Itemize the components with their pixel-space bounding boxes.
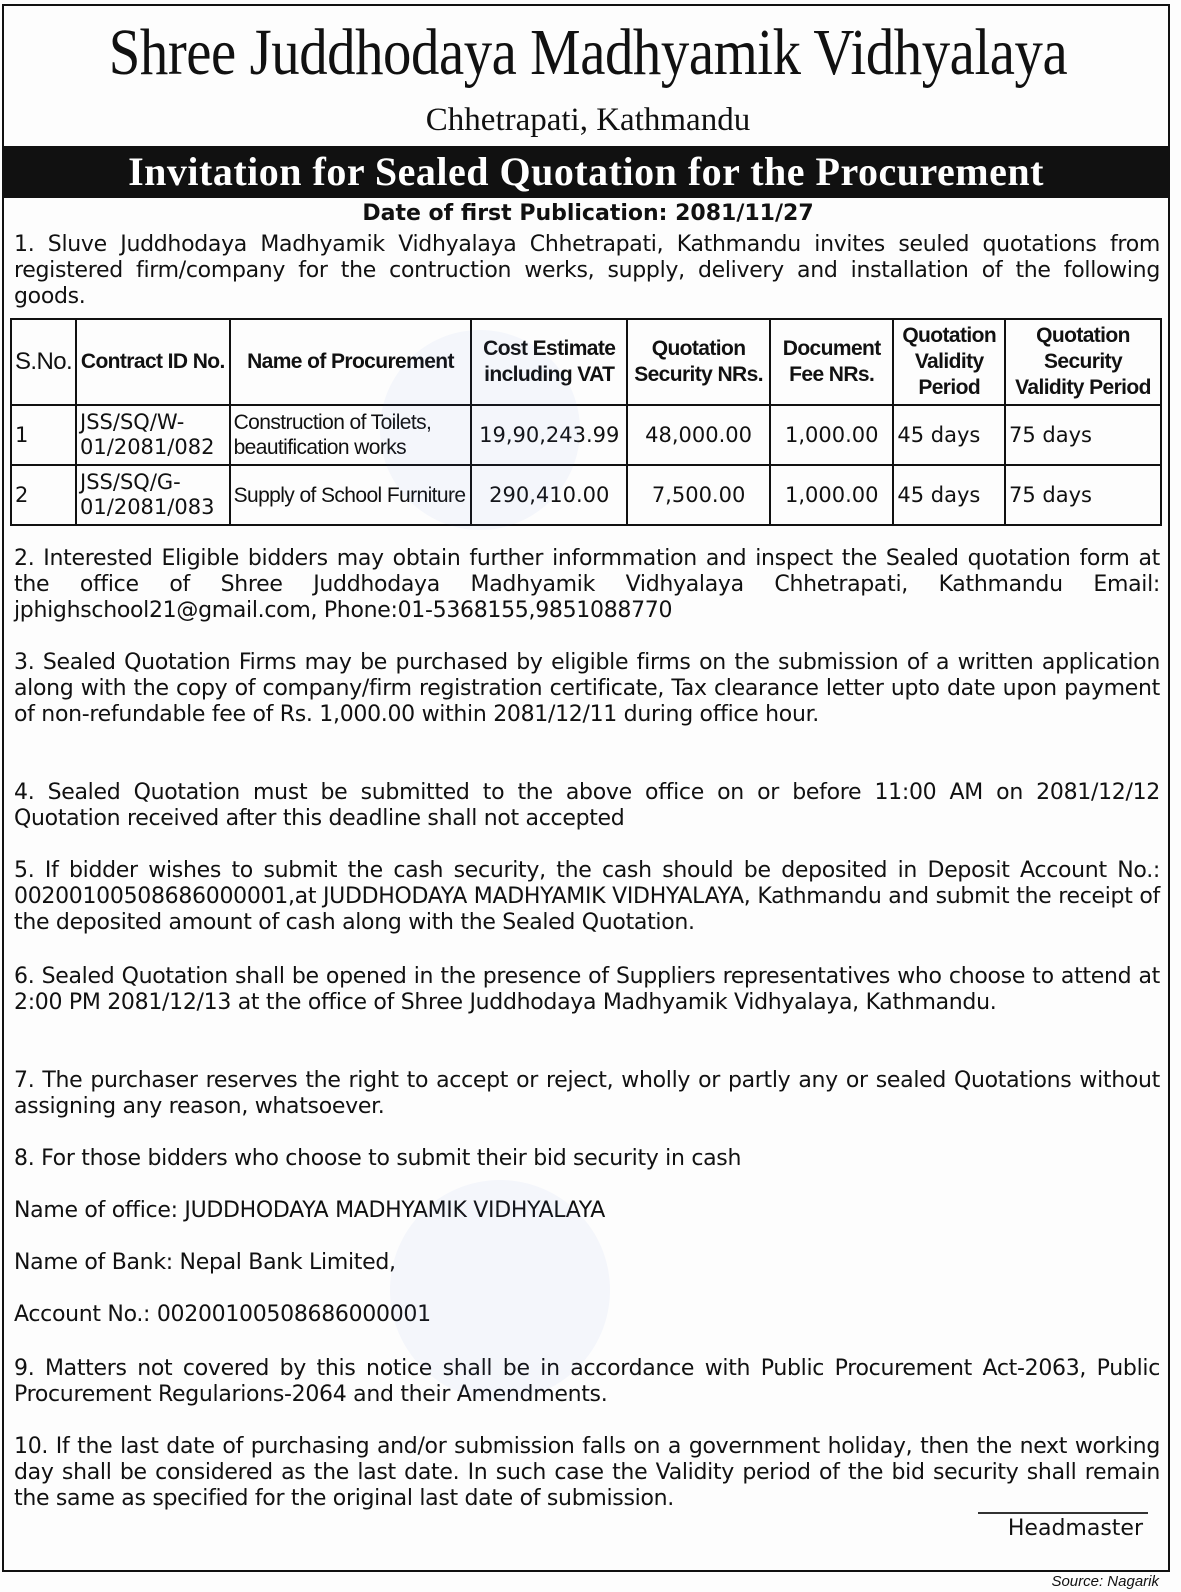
- bank-name-line: Name of Bank: Nepal Bank Limited,: [14, 1250, 396, 1275]
- signature-title: Headmaster: [1007, 1516, 1143, 1541]
- cell-procurement-name: Supply of School Furniture: [230, 465, 472, 525]
- watermark-mark: [380, 330, 580, 530]
- cell-security-validity: 75 days: [1005, 465, 1161, 525]
- paragraph-10: 10. If the last date of purchasing and/or submission falls on a government holiday, then the next working day shall be considered as the last date. In such case the Validity period of the bid security shall remain the same as specified for the original last date of submission.: [14, 1434, 1160, 1511]
- account-number-line: Account No.: 00200100508686000001: [14, 1302, 431, 1327]
- cell-contract-id: JSS/SQ/G-01/2081/083: [76, 465, 230, 525]
- office-name-line: Name of office: JUDDHODAYA MADHYAMIK VIDHYALAYA: [14, 1198, 605, 1223]
- paragraph-2: 2. Interested Eligible bidders may obtain further informmation and inspect the Sealed quotation form at the office of Shree Juddhodaya Madhyamik Vidhyalaya Chhetrapati, Kathmandu Email: jphighschool21@gmail.com, Phone:01-5368155,9851088770: [14, 546, 1160, 623]
- cell-validity-period: 45 days: [893, 465, 1005, 525]
- header-quotation-security: Quotation Security NRs.: [627, 319, 770, 405]
- paragraph-5: 5. If bidder wishes to submit the cash security, the cash should be deposited in Deposit Account No.: 00200100508686000001,at JUDDHODAYA MADHYAMIK VIDHYALAYA, Kathmandu and submit the receipt of the deposited amount of cash along with the Sealed Quotation.: [14, 858, 1160, 935]
- paragraph-8: 8. For those bidders who choose to submit their bid security in cash: [14, 1146, 742, 1171]
- cell-sno: 1: [11, 405, 76, 465]
- cell-quotation-security: 48,000.00: [627, 405, 770, 465]
- paragraph-7: 7. The purchaser reserves the right to accept or reject, wholly or partly any or sealed Quotations without assigning any reason, whatsoever.: [14, 1068, 1160, 1119]
- procurement-table: [10, 318, 1162, 526]
- watermark-mark: [390, 1180, 610, 1400]
- notice-title-banner: Invitation for Sealed Quotation for the Procurement: [4, 146, 1168, 198]
- header-procurement-name: Name of Procurement: [230, 319, 472, 405]
- cell-security-validity: 75 days: [1005, 405, 1161, 465]
- paragraph-4: 4. Sealed Quotation must be submitted to the above office on or before 11:00 AM on 2081/12/12 Quotation received after this deadline shall not accepted: [14, 780, 1160, 831]
- paragraph-6: 6. Sealed Quotation shall be opened in the presence of Suppliers representatives who choose to attend at 2:00 PM 2081/12/13 at the office of Shree Juddhodaya Madhyamik Vidhyalaya, Kathmandu.: [14, 964, 1160, 1015]
- cell-cost-estimate: 19,90,243.99: [471, 405, 627, 465]
- cell-cost-estimate: 290,410.00: [471, 465, 627, 525]
- cell-procurement-name: Construction of Toilets, beautification works: [230, 405, 472, 465]
- school-name: Shree Juddhodaya Madhyamik Vidhyalaya: [108, 16, 1068, 89]
- header-cost-estimate: Cost Estimate including VAT: [471, 319, 627, 405]
- header-document-fee: Document Fee NRs.: [770, 319, 893, 405]
- cell-document-fee: 1,000.00: [770, 465, 893, 525]
- paragraph-9: 9. Matters not covered by this notice shall be in accordance with Public Procurement Act-2063, Public Procurement Regularions-2064 and their Amendments.: [14, 1356, 1160, 1407]
- cell-quotation-security: 7,500.00: [627, 465, 770, 525]
- paragraph-1: 1. Sluve Juddhodaya Madhyamik Vidhyalaya Chhetrapati, Kathmandu invites seuled quotations from registered firm/company for the contruction werks, supply, delivery and installation of the following goods.: [14, 232, 1160, 309]
- table-row: [11, 405, 1161, 465]
- header-sno: S.No.: [11, 319, 76, 405]
- cell-sno: 2: [11, 465, 76, 525]
- publication-date: Date of first Publication: 2081/11/27: [362, 201, 814, 226]
- signature-line: [978, 1512, 1148, 1514]
- cell-contract-id: JSS/SQ/W-01/2081/082: [76, 405, 230, 465]
- table-row: [11, 465, 1161, 525]
- source-credit: Source: Nagarik: [1051, 1573, 1159, 1590]
- table-header-row: [11, 319, 1161, 405]
- header-security-validity: Quotation Security Validity Period: [1005, 319, 1161, 405]
- cell-validity-period: 45 days: [893, 405, 1005, 465]
- header-validity-period: Quotation Validity Period: [893, 319, 1005, 405]
- header-contract-id: Contract ID No.: [76, 319, 230, 405]
- school-address: Chhetrapati, Kathmandu: [425, 102, 751, 138]
- cell-document-fee: 1,000.00: [770, 405, 893, 465]
- paragraph-3: 3. Sealed Quotation Firms may be purchased by eligible firms on the submission of a written application along with the copy of company/firm registration certificate, Tax clearance letter upto date upon payment of non-refundable fee of Rs. 1,000.00 within 2081/12/11 during office hour.: [14, 650, 1160, 727]
